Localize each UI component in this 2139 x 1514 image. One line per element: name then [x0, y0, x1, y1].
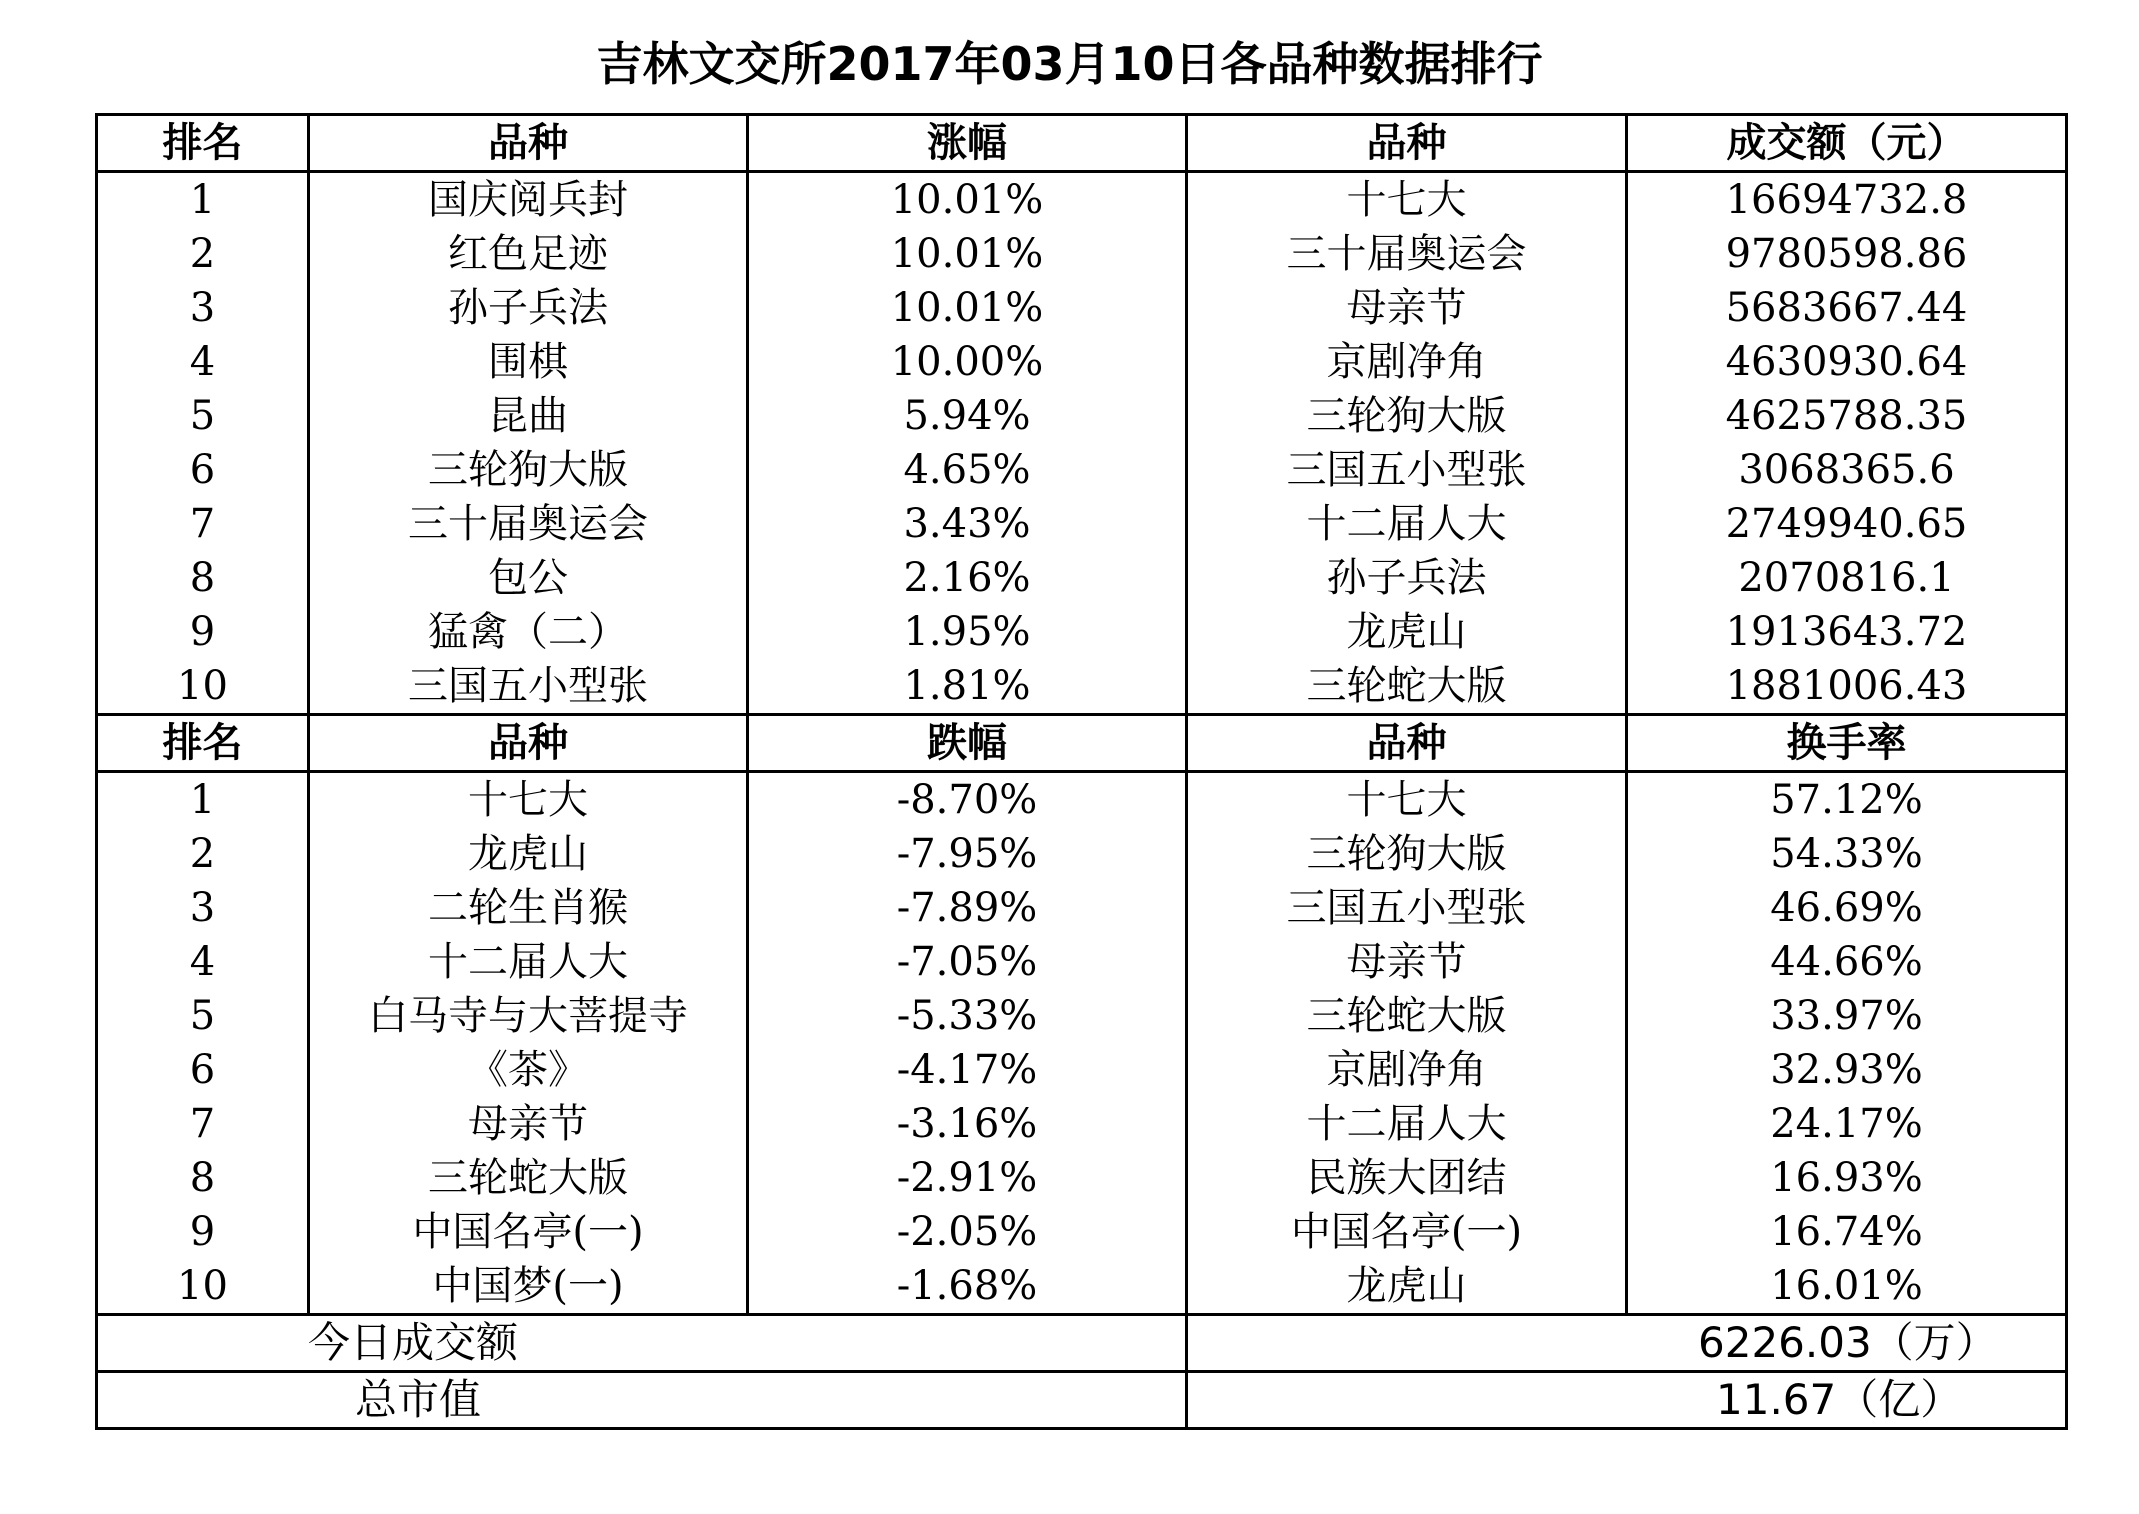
- variety-cell: 母亲节: [1187, 935, 1627, 989]
- ranking-table-body: [97, 115, 2067, 1429]
- table-row: [97, 1097, 2067, 1151]
- variety-cell: 白马寺与大菩提寺: [309, 989, 748, 1043]
- variety-cell: 母亲节: [1187, 281, 1627, 335]
- variety-cell: 三轮蛇大版: [309, 1151, 748, 1205]
- rank-cell: 9: [97, 605, 309, 659]
- decline-cell: -3.16%: [748, 1097, 1187, 1151]
- rank-cell: 10: [97, 659, 309, 715]
- summary-label: 总市值: [97, 1372, 1187, 1429]
- rank-cell: 3: [97, 281, 309, 335]
- turnover-rate-cell: 46.69%: [1627, 881, 2067, 935]
- decline-cell: -2.91%: [748, 1151, 1187, 1205]
- rank-cell: 7: [97, 1097, 309, 1151]
- rank-cell: 1: [97, 772, 309, 828]
- variety-cell: 三国五小型张: [309, 659, 748, 715]
- variety-cell: 三国五小型张: [1187, 443, 1627, 497]
- table-row: [97, 772, 2067, 828]
- variety-cell: 三轮狗大版: [309, 443, 748, 497]
- turnover-amount-cell: 4625788.35: [1627, 389, 2067, 443]
- turnover-rate-cell: 33.97%: [1627, 989, 2067, 1043]
- variety-cell: 中国名亭(一): [309, 1205, 748, 1259]
- variety-cell: 孙子兵法: [309, 281, 748, 335]
- rank-cell: 10: [97, 1259, 309, 1315]
- rank-cell: 9: [97, 1205, 309, 1259]
- rank-cell: 1: [97, 172, 309, 228]
- table-row: [97, 497, 2067, 551]
- decline-cell: -8.70%: [748, 772, 1187, 828]
- variety-cell: 猛禽（二）: [309, 605, 748, 659]
- rank-cell: 6: [97, 1043, 309, 1097]
- variety-cell: 母亲节: [309, 1097, 748, 1151]
- table-row: [97, 827, 2067, 881]
- variety-cell: 龙虎山: [1187, 1259, 1627, 1315]
- variety-cell: 中国梦(一): [309, 1259, 748, 1315]
- decline-cell: -7.95%: [748, 827, 1187, 881]
- rank-cell: 2: [97, 827, 309, 881]
- variety-cell: 三十届奥运会: [1187, 227, 1627, 281]
- variety-cell: 三国五小型张: [1187, 881, 1627, 935]
- column-header: 成交额（元）: [1627, 115, 2067, 172]
- table-row: [97, 881, 2067, 935]
- summary-value: 11.67（亿）: [1187, 1372, 2067, 1429]
- table-row: [97, 335, 2067, 389]
- turnover-rate-cell: 16.74%: [1627, 1205, 2067, 1259]
- summary-value: 6226.03（万）: [1187, 1315, 2067, 1372]
- turnover-amount-cell: 2070816.1: [1627, 551, 2067, 605]
- decline-cell: -7.05%: [748, 935, 1187, 989]
- variety-cell: 二轮生肖猴: [309, 881, 748, 935]
- table-row: [97, 1043, 2067, 1097]
- decline-cell: -2.05%: [748, 1205, 1187, 1259]
- variety-cell: 三轮蛇大版: [1187, 989, 1627, 1043]
- variety-cell: 京剧净角: [1187, 335, 1627, 389]
- turnover-rate-cell: 54.33%: [1627, 827, 2067, 881]
- variety-cell: 十七大: [1187, 172, 1627, 228]
- turnover-amount-cell: 2749940.65: [1627, 497, 2067, 551]
- column-header: 排名: [97, 115, 309, 172]
- table-row: [97, 989, 2067, 1043]
- table-row: [97, 172, 2067, 228]
- variety-cell: 十二届人大: [309, 935, 748, 989]
- variety-cell: 十二届人大: [1187, 1097, 1627, 1151]
- table-row: [97, 1259, 2067, 1315]
- turnover-amount-cell: 9780598.86: [1627, 227, 2067, 281]
- ranking-table: [95, 113, 2068, 1430]
- variety-cell: 《茶》: [309, 1043, 748, 1097]
- summary-row-turnover: [97, 1315, 2067, 1372]
- rank-cell: 5: [97, 389, 309, 443]
- variety-cell: 国庆阅兵封: [309, 172, 748, 228]
- rank-cell: 6: [97, 443, 309, 497]
- column-header: 换手率: [1627, 715, 2067, 772]
- table-row: [97, 389, 2067, 443]
- column-header: 跌幅: [748, 715, 1187, 772]
- turnover-amount-cell: 1913643.72: [1627, 605, 2067, 659]
- column-header: 品种: [309, 715, 748, 772]
- variety-cell: 三轮蛇大版: [1187, 659, 1627, 715]
- gain-cell: 3.43%: [748, 497, 1187, 551]
- variety-cell: 三十届奥运会: [309, 497, 748, 551]
- variety-cell: 三轮狗大版: [1187, 827, 1627, 881]
- decline-cell: -5.33%: [748, 989, 1187, 1043]
- decline-cell: -4.17%: [748, 1043, 1187, 1097]
- turnover-amount-cell: 5683667.44: [1627, 281, 2067, 335]
- variety-cell: 三轮狗大版: [1187, 389, 1627, 443]
- table-row: [97, 227, 2067, 281]
- turnover-amount-cell: 3068365.6: [1627, 443, 2067, 497]
- column-header: 品种: [1187, 715, 1627, 772]
- rank-cell: 8: [97, 551, 309, 605]
- turnover-rate-cell: 16.01%: [1627, 1259, 2067, 1315]
- column-header: 涨幅: [748, 115, 1187, 172]
- gain-cell: 1.95%: [748, 605, 1187, 659]
- table-row: [97, 605, 2067, 659]
- variety-cell: 京剧净角: [1187, 1043, 1627, 1097]
- turnover-rate-cell: 57.12%: [1627, 772, 2067, 828]
- column-header: 品种: [1187, 115, 1627, 172]
- variety-cell: 红色足迹: [309, 227, 748, 281]
- rank-cell: 2: [97, 227, 309, 281]
- variety-cell: 围棋: [309, 335, 748, 389]
- rank-cell: 7: [97, 497, 309, 551]
- rank-cell: 3: [97, 881, 309, 935]
- column-header: 品种: [309, 115, 748, 172]
- turnover-rate-cell: 32.93%: [1627, 1043, 2067, 1097]
- decline-cell: -1.68%: [748, 1259, 1187, 1315]
- variety-cell: 昆曲: [309, 389, 748, 443]
- table-row: [97, 281, 2067, 335]
- gain-cell: 1.81%: [748, 659, 1187, 715]
- variety-cell: 孙子兵法: [1187, 551, 1627, 605]
- turnover-rate-cell: 16.93%: [1627, 1151, 2067, 1205]
- table-row: [97, 659, 2067, 715]
- turnover-amount-cell: 1881006.43: [1627, 659, 2067, 715]
- table-row: [97, 1151, 2067, 1205]
- section2-header-row: [97, 715, 2067, 772]
- rank-cell: 8: [97, 1151, 309, 1205]
- table-row: [97, 935, 2067, 989]
- gain-cell: 10.01%: [748, 172, 1187, 228]
- variety-cell: 十七大: [309, 772, 748, 828]
- page-title: 吉林文交所2017年03月10日各品种数据排行: [596, 37, 1543, 91]
- turnover-amount-cell: 16694732.8: [1627, 172, 2067, 228]
- table-row: [97, 443, 2067, 497]
- summary-row-market-cap: [97, 1372, 2067, 1429]
- gain-cell: 4.65%: [748, 443, 1187, 497]
- decline-cell: -7.89%: [748, 881, 1187, 935]
- gain-cell: 10.01%: [748, 281, 1187, 335]
- table-row: [97, 1205, 2067, 1259]
- variety-cell: 民族大团结: [1187, 1151, 1627, 1205]
- variety-cell: 龙虎山: [1187, 605, 1627, 659]
- column-header: 排名: [97, 715, 309, 772]
- gain-cell: 2.16%: [748, 551, 1187, 605]
- table-row: [97, 551, 2067, 605]
- gain-cell: 10.00%: [748, 335, 1187, 389]
- variety-cell: 包公: [309, 551, 748, 605]
- gain-cell: 10.01%: [748, 227, 1187, 281]
- section1-header-row: [97, 115, 2067, 172]
- turnover-rate-cell: 44.66%: [1627, 935, 2067, 989]
- turnover-rate-cell: 24.17%: [1627, 1097, 2067, 1151]
- rank-cell: 5: [97, 989, 309, 1043]
- variety-cell: 龙虎山: [309, 827, 748, 881]
- variety-cell: 十七大: [1187, 772, 1627, 828]
- rank-cell: 4: [97, 335, 309, 389]
- rank-cell: 4: [97, 935, 309, 989]
- summary-label: 今日成交额: [97, 1315, 1187, 1372]
- turnover-amount-cell: 4630930.64: [1627, 335, 2067, 389]
- gain-cell: 5.94%: [748, 389, 1187, 443]
- variety-cell: 十二届人大: [1187, 497, 1627, 551]
- variety-cell: 中国名亭(一): [1187, 1205, 1627, 1259]
